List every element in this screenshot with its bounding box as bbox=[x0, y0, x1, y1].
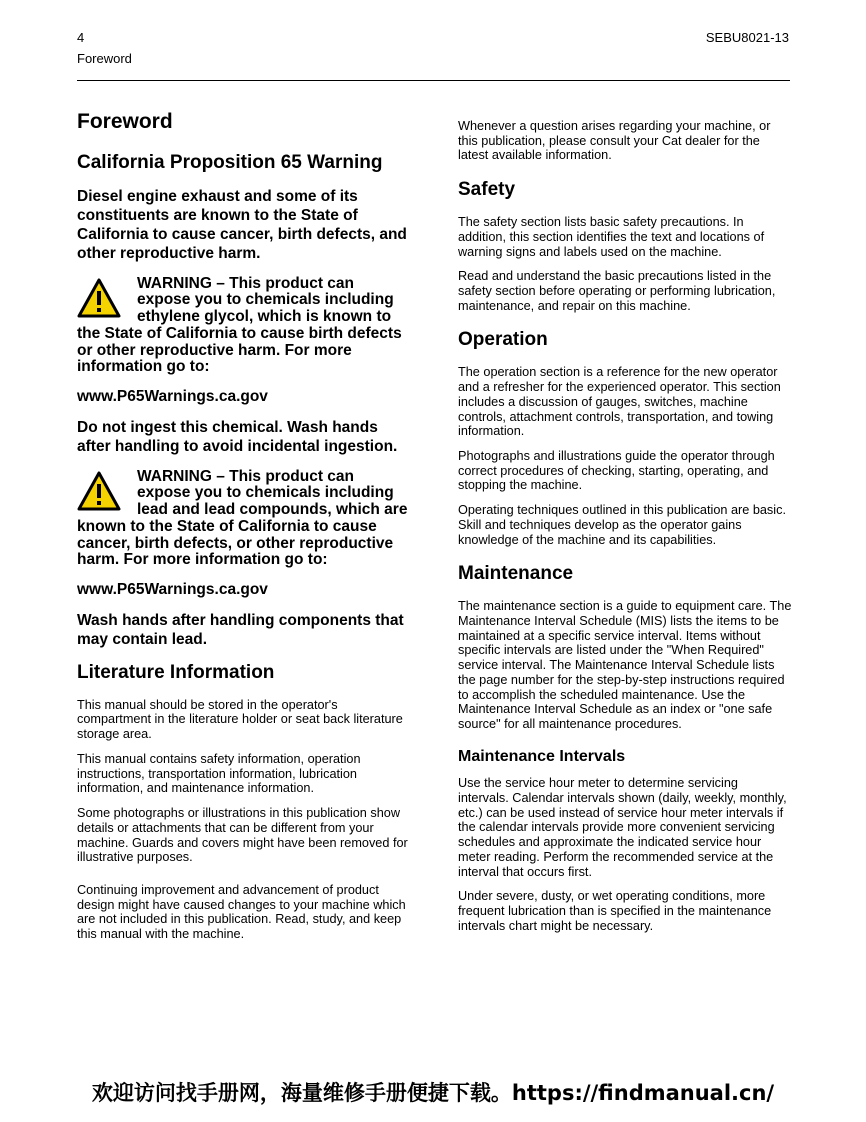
header-rule bbox=[77, 80, 790, 81]
maintenance-paragraph: The maintenance section is a guide to equipment care. The Maintenance Interval Schedule (MIS) lists the items to be maintained at a specific service interval. Items without specific intervals are listed under the "When Required" service interval. The Maintenance Interval Schedule lists the page number for the step-by-step instructions required to accomplish the scheduled maintenance. Use the Maintenance Interval Schedule as an index or "one safe source" for all maintenance procedures. bbox=[458, 599, 792, 732]
document-id: SEBU8021-13 bbox=[705, 30, 789, 45]
wash-statement: Wash hands after handling components that may contain lead. bbox=[77, 612, 404, 648]
p65-link-2[interactable]: www.P65Warnings.ca.gov bbox=[77, 581, 268, 599]
section-label: Foreword bbox=[77, 51, 132, 66]
right-column bbox=[458, 119, 792, 944]
footer-watermark: 欢迎访问找手册网，海量维修手册便捷下载。https://findmanual.cn/ bbox=[91, 1081, 775, 1105]
page-number: 4 bbox=[77, 30, 85, 45]
intervals-heading: Maintenance Intervals bbox=[458, 747, 626, 765]
maintenance-heading: Maintenance bbox=[458, 563, 574, 585]
prop65-heading: California Proposition 65 Warning bbox=[77, 152, 383, 174]
intervals-paragraph: Under severe, dusty, or wet operating conditions, more frequent lubrication than is specified in the maintenance intervals chart might be necessary. bbox=[458, 889, 772, 933]
warning-triangle-icon bbox=[77, 278, 121, 318]
safety-heading: Safety bbox=[458, 179, 516, 201]
diesel-statement: Diesel engine exhaust and some of its constituents are known to the State of California to cause cancer, birth defects, and other reproductive harm. bbox=[77, 187, 407, 262]
literature-heading: Literature Information bbox=[77, 661, 275, 683]
safety-paragraph: Read and understand the basic precautions listed in the safety section before operating or performing lubrication, maintenance, and repair on this machine. bbox=[458, 269, 776, 313]
operation-heading: Operation bbox=[458, 329, 548, 351]
warning-lead bbox=[77, 469, 409, 569]
warning-ethylene-glycol bbox=[77, 276, 409, 376]
literature-paragraph: Some photographs or illustrations in this publication show details or attachments that can be different from your machine. Guards and covers might have been removed for illustrative purposes. bbox=[77, 806, 408, 865]
literature-paragraph: This manual contains safety information, operation instructions, transportation information, lubrication information, and maintenance information. bbox=[77, 751, 361, 796]
page-title: Foreword bbox=[77, 110, 173, 133]
warning2-text: WARNING – This product can expose you to chemicals including lead and lead compounds, which are known to the State of California to cause cancer, birth defects, or other reproductive harm. For more information go to: bbox=[77, 467, 408, 569]
intro-paragraph: Whenever a question arises regarding your machine, or this publication, please consult your Cat dealer for the latest available information. bbox=[458, 119, 771, 163]
warning1-text: WARNING – This product can expose you to chemicals including ethylene glycol, which is known to the State of California to cause birth defects or other reproductive harm. For more information go to: bbox=[77, 274, 402, 376]
literature-paragraph: Continuing improvement and advancement of product design might have caused changes to your machine which are not included in this publication. Read, study, and keep this manual with the machine. bbox=[77, 883, 406, 942]
ingest-statement: Do not ingest this chemical. Wash hands after handling to avoid incidental ingestion. bbox=[77, 418, 398, 455]
left-column bbox=[77, 110, 409, 952]
intervals-paragraph: Use the service hour meter to determine servicing intervals. Calendar intervals shown (daily, weekly, monthly, etc.) can be used instead of service hour meter intervals if the calendar intervals provide more convenient servicing schedules and approximate the indicated service hour meter reading. Perform the recommended service at the interval that occurs first. bbox=[458, 776, 787, 879]
literature-paragraph: This manual should be stored in the operator's compartment in the literature holder or seat back literature storage area. bbox=[77, 697, 403, 742]
operation-paragraph: Photographs and illustrations guide the operator through correct procedures of checking, starting, operating, and stopping the machine. bbox=[458, 448, 775, 493]
safety-paragraph: The safety section lists basic safety precautions. In addition, this section identifies the text and locations of warning signs and labels used on the machine. bbox=[458, 215, 765, 259]
operation-paragraph: The operation section is a reference for the new operator and a refresher for the experienced operator. This section includes a discussion of gauges, switches, machine controls, attachment controls, transportation, and towing information. bbox=[458, 365, 781, 439]
p65-link-1[interactable]: www.P65Warnings.ca.gov bbox=[77, 387, 268, 405]
operation-paragraph: Operating techniques outlined in this publication are basic. Skill and techniques develop as the operator gains knowledge of the machine and its capabilities. bbox=[458, 503, 786, 547]
warning-triangle-icon bbox=[77, 471, 121, 511]
